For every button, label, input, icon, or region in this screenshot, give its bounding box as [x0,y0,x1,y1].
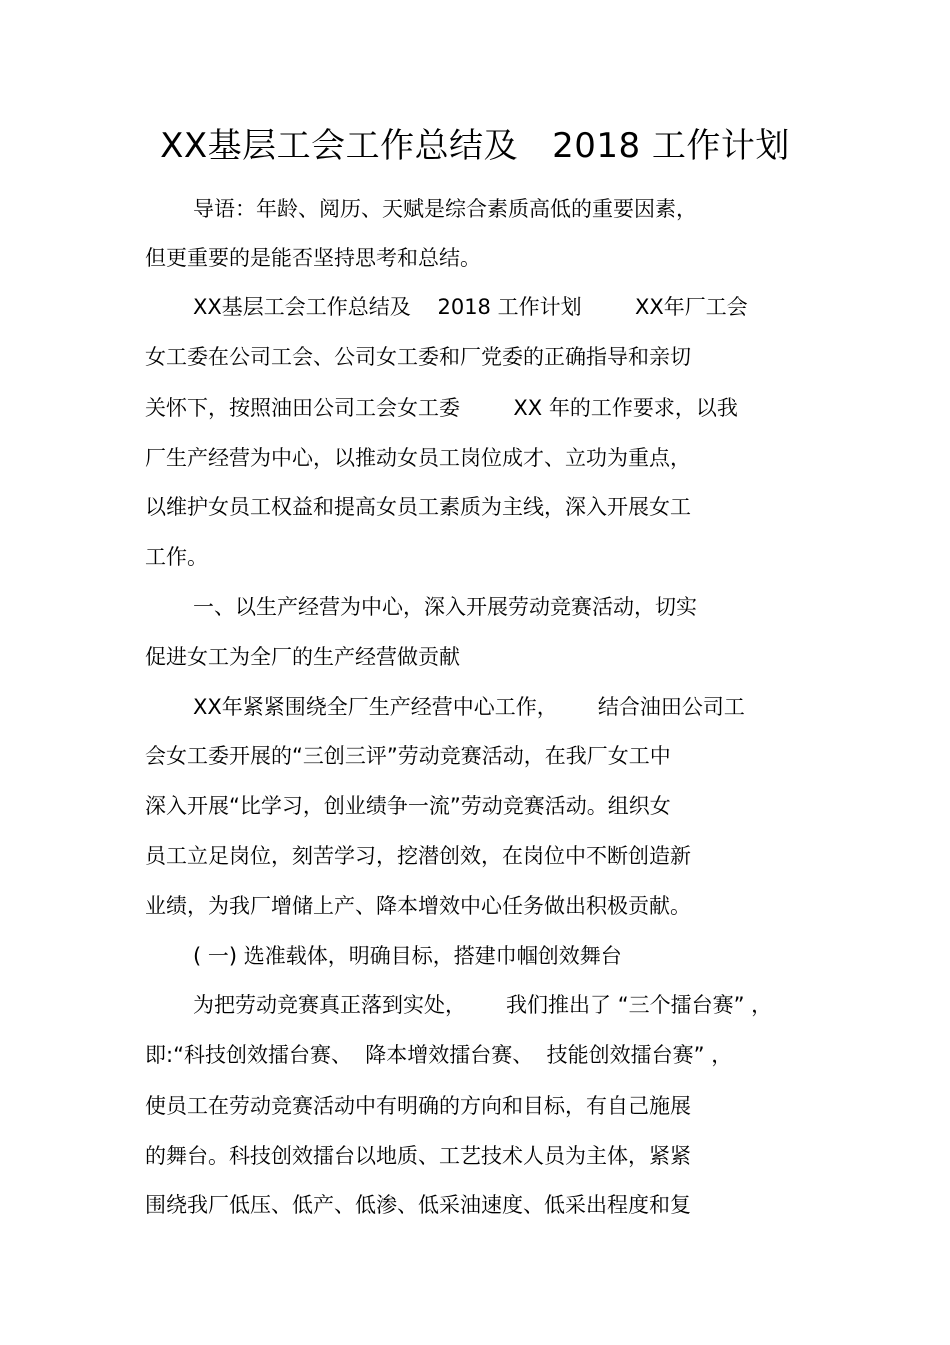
text-line: 围绕我厂低压、低产、低渗、低采油速度、低采出程度和复 [145,1193,691,1217]
text-line: 以维护女员工权益和提高女员工素质为主线，深入开展女工 [145,495,691,519]
text-line: 厂生产经营为中心，以推动女员工岗位成才、立功为重点， [145,446,691,470]
text-line: 导语：年龄、阅历、天赋是综合素质高低的重要因素， [193,197,697,221]
text-line: 使员工在劳动竞赛活动中有明确的方向和目标，有自己施展 [145,1094,691,1118]
text-line: 深入开展“比学习，创业绩争一流”劳动竞赛活动。组织女 [145,794,671,818]
text-line: 但更重要的是能否坚持思考和总结。 [145,246,481,270]
text-line: XX基层工会工作总结及 2018 工作计划 XX年厂工会 [193,295,748,319]
text-line: 为把劳动竞赛真正落到实处， 我们推出了 “三个擂台赛” ， [193,993,773,1017]
text-line: XX年紧紧围绕全厂生产经营中心工作， 结合油田公司工 [193,695,745,719]
text-line: 员工立足岗位，刻苦学习，挖潜创效，在岗位中不断创造新 [145,844,691,868]
section-heading-line: 一、以生产经营为中心，深入开展劳动竞赛活动，切实 [193,595,697,619]
text-line: 业绩，为我厂增储上产、降本增效中心任务做出积极贡献。 [145,894,691,918]
text-line: 会女工委开展的“三创三评”劳动竞赛活动，在我厂女工中 [145,744,671,768]
text-line: 女工委在公司工会、公司女工委和厂党委的正确指导和亲切 [145,345,691,369]
subsection-heading: ( 一) 选准载体，明确目标，搭建巾帼创效舞台 [193,944,622,968]
text-line: 的舞台。科技创效擂台以地质、工艺技术人员为主体，紧紧 [145,1144,691,1168]
document-title: XX基层工会工作总结及 2018 工作计划 [160,126,790,166]
section-heading-line: 促进女工为全厂的生产经营做贡献 [145,645,460,669]
text-line: 工作。 [145,545,208,569]
text-line: 关怀下，按照油田公司工会女工委 XX 年的工作要求，以我 [145,396,738,420]
text-line: 即:“科技创效擂台赛、 降本增效擂台赛、 技能创效擂台赛” ， [145,1043,733,1067]
